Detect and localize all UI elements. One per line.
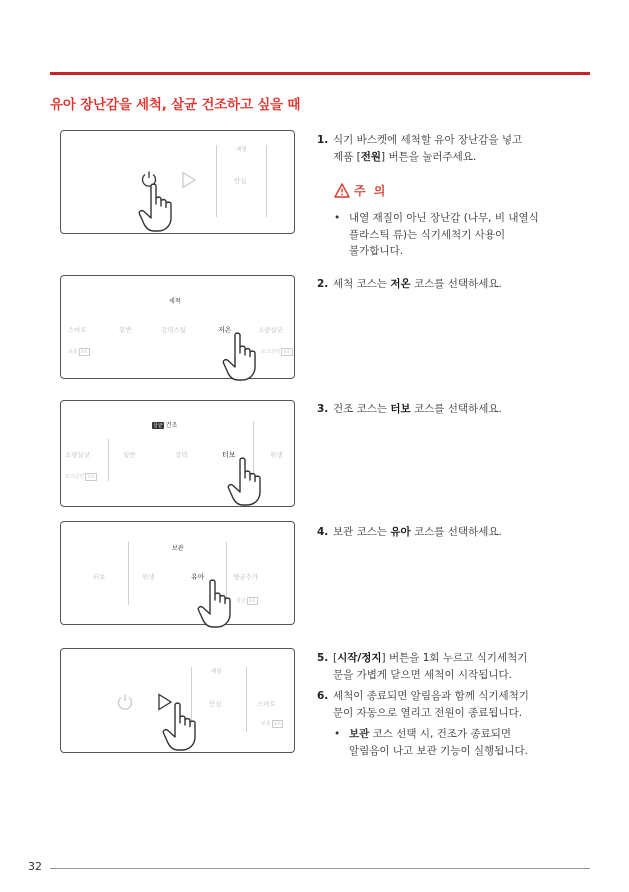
step-2: 2. 세척 코스는 저온 코스를 선택하세요.	[317, 278, 502, 290]
control-panel-storage	[60, 521, 295, 625]
play-icon[interactable]	[181, 171, 197, 189]
course-turbo[interactable]: 터보	[93, 573, 106, 581]
talk-clean-label: 토크클린 3초	[65, 474, 95, 480]
top-rule	[50, 72, 590, 75]
step-4: 4. 보관 코스는 유아 코스를 선택하세요.	[317, 526, 502, 538]
step-6: 6. 세척이 종료되면 알림음과 함께 식기세척기 문이 자동으로 열리고 전원이 종료됩니다.	[317, 690, 529, 719]
course-low-temp[interactable]: 저온	[218, 326, 232, 334]
course-hygiene[interactable]: 위생	[270, 451, 283, 459]
course-small-sterilize[interactable]: 소량살균	[65, 451, 91, 459]
course-baby[interactable]: 유아	[191, 573, 205, 581]
course-hygiene[interactable]: 위생	[142, 573, 155, 581]
control-panel-start	[60, 648, 295, 753]
course-smart[interactable]: 스마트	[68, 326, 87, 334]
warning-icon	[334, 183, 350, 198]
hand-pointer-icon	[226, 456, 266, 508]
preheat-label: 예열	[236, 147, 247, 153]
lock-label: 잠금 3초	[236, 598, 256, 604]
step-number: 1.	[317, 134, 329, 146]
step-1	[317, 132, 597, 165]
hand-pointer-icon	[196, 578, 236, 630]
caution-heading: 주 의	[334, 182, 387, 199]
page-number: 32	[28, 860, 42, 873]
course-strong[interactable]: 강력	[175, 451, 188, 459]
wash-header: 세척	[169, 298, 181, 305]
preheat-label: 예열	[211, 669, 222, 675]
course-normal[interactable]: 일반	[119, 326, 132, 334]
control-panel-dry	[60, 400, 295, 507]
control-panel-wash	[60, 275, 295, 379]
safe-label: 안심	[234, 177, 247, 185]
divider	[128, 542, 129, 605]
course-extra-rinse[interactable]: 헹굼추가	[233, 573, 259, 581]
course-smart[interactable]: 스마트	[257, 700, 276, 708]
divider	[108, 439, 109, 481]
caution-bullet: • 내열 재질이 아닌 장난감 (나무, 비 내열식 플라스틱 류)는 식기세척기 사용이 불가합니다.	[334, 212, 539, 257]
course-turbo[interactable]: 터보	[222, 451, 236, 459]
step-text: 제품 [전원] 버튼을 눌러주세요.	[333, 150, 477, 163]
divider	[246, 667, 247, 732]
divider	[216, 145, 217, 217]
step-5: 5. [시작/정지] 버튼을 1회 누르고 식기세척기 문을 가볍게 닫으면 세척이 시작됩니다.	[317, 652, 528, 681]
dry-header: 살균 건조	[153, 422, 178, 429]
hand-pointer-icon	[221, 331, 261, 383]
page-title: 유아 장난감을 세척, 살균 건조하고 싶을 때	[50, 97, 301, 113]
hand-pointer-icon	[137, 182, 177, 234]
course-normal[interactable]: 일반	[123, 451, 136, 459]
storage-header: 보관	[172, 545, 184, 552]
course-small-sterilize[interactable]: 소량살균	[258, 326, 284, 334]
step-6-note: • 보관 코스 선택 시, 건조가 종료되면 알림음이 나고 보관 기능이 실행됩니다.	[334, 728, 528, 757]
safe-label: 안심	[209, 700, 222, 708]
talk-clean-label: 토크클린 3초	[261, 349, 291, 355]
course-power-steam[interactable]: 강력스팀	[161, 326, 187, 334]
step-3: 3. 건조 코스는 터보 코스를 선택하세요.	[317, 403, 502, 415]
divider	[266, 145, 267, 217]
refill-label: 보충 3초	[261, 721, 281, 727]
step-text: 식기 바스켓에 세척할 유아 장난감을 넣고	[333, 134, 523, 146]
bottom-rule	[50, 868, 590, 869]
refill-label: 보충 3초	[68, 349, 88, 355]
control-panel-power	[60, 130, 295, 234]
power-icon[interactable]	[116, 693, 134, 711]
hand-pointer-icon	[161, 701, 201, 753]
